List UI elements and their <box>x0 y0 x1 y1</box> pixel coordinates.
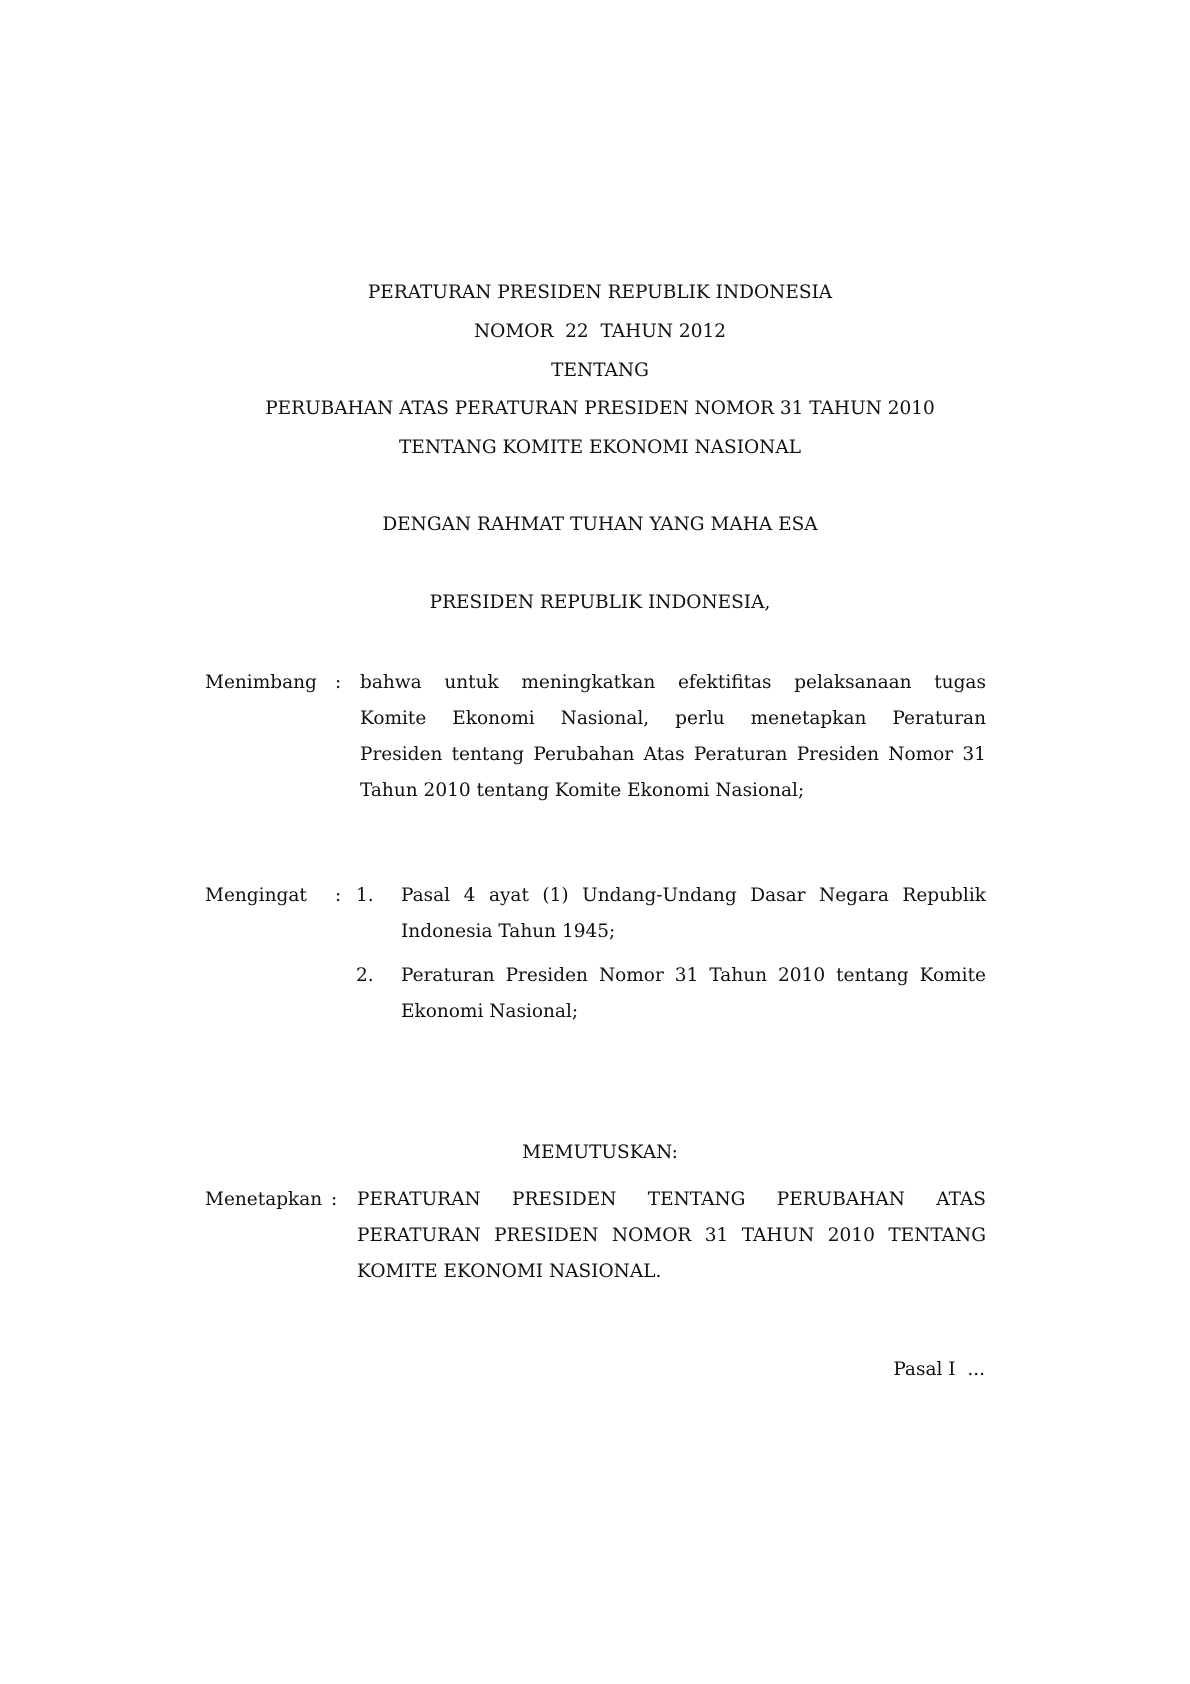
line-text: KOMITE EKONOMI NASIONAL. <box>357 1261 662 1282</box>
menimbang-text <box>360 665 986 809</box>
word: perlu <box>675 708 725 729</box>
word: Komite <box>919 965 986 986</box>
title-line-1: PERATURAN PRESIDEN REPUBLIK INDONESIA <box>367 282 833 303</box>
line-text: Tahun 2010 tentang Komite Ekonomi Nasional; <box>360 780 805 801</box>
word: untuk <box>444 672 499 693</box>
word: Nasional, <box>560 708 650 729</box>
menetapkan-text <box>357 1182 986 1290</box>
word: ATAS <box>936 1189 986 1210</box>
title-line-4: PERUBAHAN ATAS PERATURAN PRESIDEN NOMOR 31 TAHUN 2010 <box>265 398 935 419</box>
menetapkan-line-1 <box>357 1182 986 1218</box>
word: Nomor <box>888 744 954 765</box>
menimbang-line-3 <box>360 737 986 773</box>
mengingat-item-1-line-1 <box>401 878 986 914</box>
word: Peraturan <box>693 744 788 765</box>
word: tentang <box>451 744 525 765</box>
title-line-2: NOMOR 22 TAHUN 2012 <box>473 321 727 342</box>
word: TAHUN <box>741 1225 815 1246</box>
menimbang-colon: : <box>335 672 342 693</box>
word: Negara <box>819 885 889 906</box>
menetapkan-label: Menetapkan <box>205 1189 323 1210</box>
word: Tahun <box>709 965 768 986</box>
line-text: Indonesia Tahun 1945; <box>401 921 616 942</box>
mengingat-item-1-line-2 <box>401 914 986 950</box>
menimbang-line-2 <box>360 701 986 737</box>
word: PERATURAN <box>357 1189 481 1210</box>
menimbang-line-4 <box>360 773 986 809</box>
word: 2010 <box>827 1225 875 1246</box>
title-line-5: TENTANG KOMITE EKONOMI NASIONAL <box>398 437 802 458</box>
mengingat-item-2-line-1 <box>401 958 986 994</box>
word: Komite <box>360 708 427 729</box>
word: Presiden <box>796 744 880 765</box>
word: Peraturan <box>892 708 986 729</box>
mengingat-item-1 <box>401 878 986 950</box>
word: meningkatkan <box>521 672 656 693</box>
word: Presiden <box>505 965 588 986</box>
word: TENTANG <box>888 1225 986 1246</box>
word: 31 <box>962 744 986 765</box>
word: ayat <box>488 885 529 906</box>
word: PRESIDEN <box>512 1189 617 1210</box>
word: PERUBAHAN <box>776 1189 905 1210</box>
word: efektifitas <box>677 672 772 693</box>
word: tugas <box>934 672 986 693</box>
word: pelaksanaan <box>794 672 912 693</box>
word: Atas <box>643 744 685 765</box>
mengingat-item-2-number: 2. <box>356 965 374 986</box>
next-page-marker: Pasal I ... <box>893 1359 985 1380</box>
word: Ekonomi <box>452 708 535 729</box>
word: Nomor <box>598 965 664 986</box>
mengingat-item-2 <box>401 958 986 1030</box>
word: bahwa <box>360 672 422 693</box>
word: Undang-Undang <box>582 885 737 906</box>
invocation: DENGAN RAHMAT TUHAN YANG MAHA ESA <box>382 514 818 535</box>
mengingat-colon: : <box>335 885 342 906</box>
word: NOMOR <box>611 1225 692 1246</box>
issuer: PRESIDEN REPUBLIK INDONESIA, <box>429 592 771 613</box>
word: Peraturan <box>401 965 495 986</box>
mengingat-label: Mengingat <box>205 885 307 906</box>
word: tentang <box>836 965 909 986</box>
word: Perubahan <box>533 744 635 765</box>
memutuskan-heading: MEMUTUSKAN: <box>522 1142 678 1163</box>
mengingat-item-1-number: 1. <box>356 885 374 906</box>
word: Republik <box>902 885 986 906</box>
word: 2010 <box>778 965 826 986</box>
word: Dasar <box>750 885 806 906</box>
word: Pasal <box>401 885 451 906</box>
mengingat-item-2-line-2 <box>401 994 986 1030</box>
word: TENTANG <box>647 1189 746 1210</box>
word: 4 <box>463 885 476 906</box>
word: PERATURAN <box>357 1225 481 1246</box>
word: (1) <box>542 885 569 906</box>
word: 31 <box>704 1225 729 1246</box>
menimbang-line-1 <box>360 665 986 701</box>
menimbang-label: Menimbang <box>205 672 317 693</box>
menetapkan-line-3 <box>357 1254 986 1290</box>
title-line-3: TENTANG <box>551 360 649 381</box>
word: Presiden <box>360 744 443 765</box>
line-text: Ekonomi Nasional; <box>401 1001 579 1022</box>
menetapkan-line-2 <box>357 1218 986 1254</box>
word: PRESIDEN <box>494 1225 599 1246</box>
word: 31 <box>674 965 699 986</box>
word: menetapkan <box>750 708 867 729</box>
menetapkan-colon: : <box>331 1189 338 1210</box>
